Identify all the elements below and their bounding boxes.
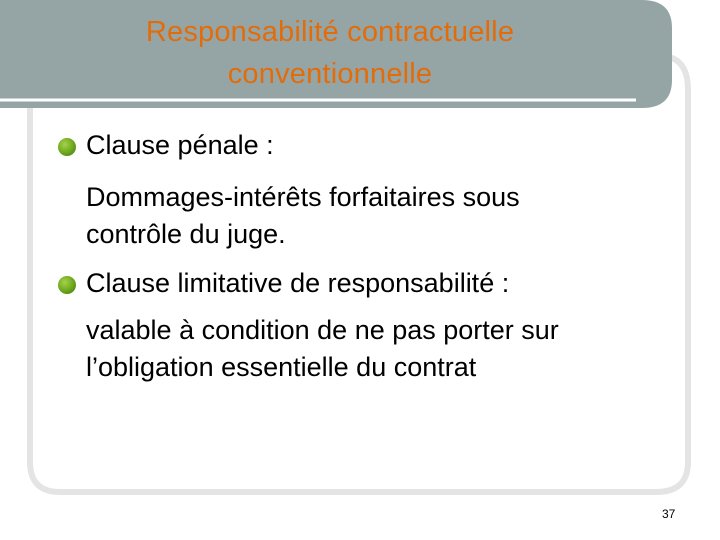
title-line-1: Responsabilité contractuelle bbox=[145, 16, 515, 48]
bullet-2-line-1: Clause limitative de responsabilité : bbox=[86, 268, 510, 298]
bullet-2-line-3: l’obligation essentielle du contrat bbox=[86, 352, 477, 382]
bullet-1-line-1: Clause pénale : bbox=[86, 130, 274, 160]
bullet-1-line-2: Dommages-intérêts forfaitaires sous bbox=[86, 182, 520, 212]
bullet-1-line-3: contrôle du juge. bbox=[86, 219, 286, 249]
page-number: 37 bbox=[662, 507, 676, 521]
bullet-icon bbox=[58, 138, 76, 156]
bullet-icon bbox=[58, 276, 76, 294]
slide-title bbox=[0, 0, 660, 106]
bullet-2-line-2: valable à condition de ne pas porter sur bbox=[86, 315, 559, 345]
title-line-2: conventionnelle bbox=[227, 58, 433, 90]
